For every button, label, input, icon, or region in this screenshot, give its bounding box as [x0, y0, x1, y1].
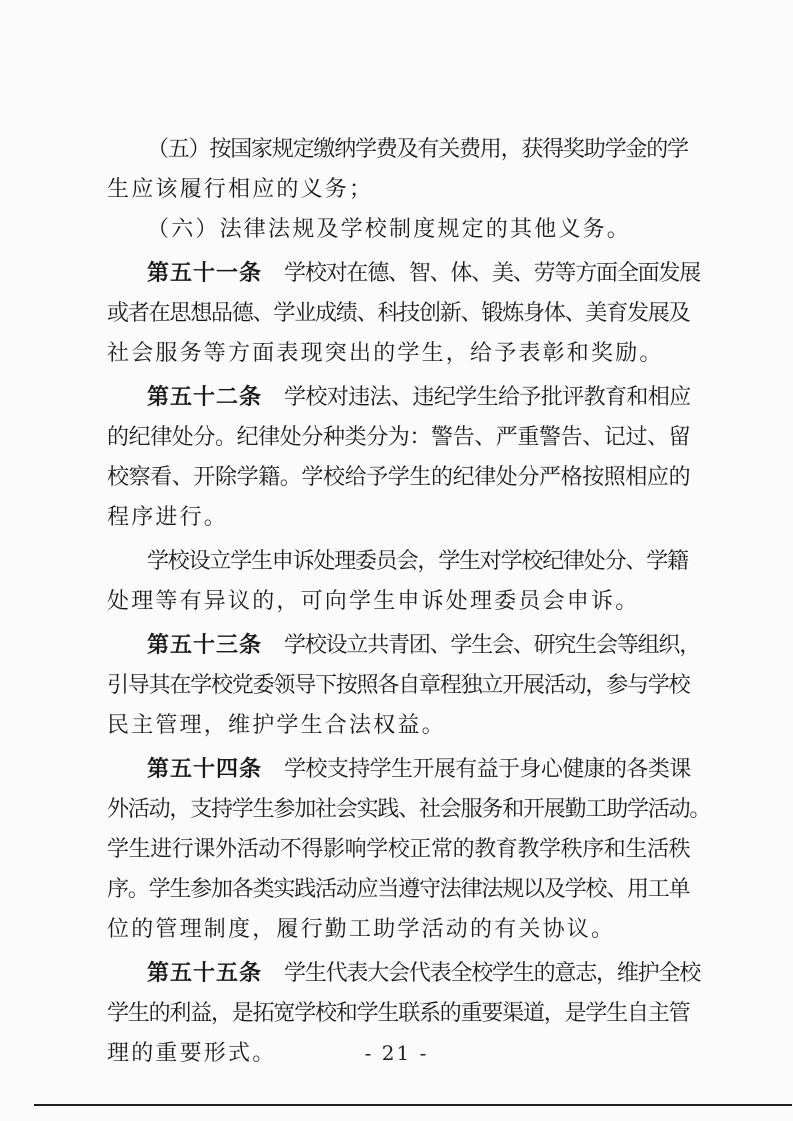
text-line	[107, 582, 639, 622]
line-text: 生应该履行相应的义务；	[107, 177, 374, 202]
text-line	[147, 130, 688, 170]
article-heading: 第五十三条	[147, 633, 263, 658]
text-line	[107, 294, 689, 334]
line-text: 学生代表大会代表全校学生的意志，维护全校	[284, 961, 701, 986]
line-text: 理的重要形式。	[107, 1041, 277, 1066]
text-line	[107, 790, 710, 830]
line-text: 社会服务等方面表现突出的学生，给予表彰和奖励。	[107, 341, 664, 366]
text-line	[107, 666, 689, 706]
line-text: 学校对在德、智、体、美、劳等方面全面发展	[284, 261, 701, 286]
text-line	[147, 210, 631, 250]
article-heading: 第五十一条	[147, 261, 263, 286]
line-text: 学校设立共青团、学生会、研究生会等组织，	[284, 633, 701, 658]
article-heading: 第五十四条	[147, 757, 263, 782]
line-text: 学校设立学生申诉处理委员会，学生对学校纪律处分、学籍	[147, 549, 688, 574]
bottom-rule	[34, 1104, 792, 1106]
text-line	[107, 170, 373, 210]
text-line	[107, 458, 690, 498]
line-text: 序。学生参加各类实践活动应当遵守法律法规以及学校、用工单	[107, 877, 690, 902]
line-text: 程序进行。	[107, 505, 229, 530]
text-line	[107, 910, 615, 950]
text-line	[147, 542, 688, 582]
line-text: （六）法律法规及学校制度规定的其他义务。	[147, 217, 632, 242]
article-55-line	[147, 954, 700, 994]
article-52-line	[147, 378, 691, 418]
line-text: 或者在思想品德、学业成绩、科技创新、锻炼身体、美育发展及	[107, 301, 690, 326]
article-53-line	[147, 626, 700, 666]
line-text: 校察看、开除学籍。学校给予学生的纪律处分严格按照相应的	[107, 465, 691, 490]
text-line	[107, 498, 228, 538]
text-line	[107, 994, 689, 1034]
line-text: 的纪律处分。纪律处分种类分为：警告、严重警告、记过、留	[107, 425, 691, 450]
line-text: 处理等有异议的，可向学生申诉处理委员会申诉。	[107, 589, 640, 614]
page-number: - 21 -	[364, 1041, 429, 1065]
article-54-line	[147, 750, 691, 790]
line-text: 民主管理，维护学生合法权益。	[107, 713, 446, 738]
text-line	[107, 870, 689, 910]
line-text: 引导其在学校党委领导下按照各自章程独立开展活动，参与学校	[107, 673, 690, 698]
article-heading: 第五十五条	[147, 961, 263, 986]
line-text: 学校对违法、违纪学生给予批评教育和相应	[284, 385, 691, 410]
line-text: 学校支持学生开展有益于身心健康的各类课	[284, 757, 691, 782]
text-line	[107, 830, 690, 870]
text-line	[107, 706, 446, 746]
article-51-line	[147, 254, 700, 294]
text-line	[107, 334, 664, 374]
article-heading: 第五十二条	[147, 385, 263, 410]
line-text: 外活动，支持学生参加社会实践、社会服务和开展勤工助学活动。	[107, 797, 711, 822]
text-line	[107, 418, 690, 458]
line-text: 位的管理制度，履行勤工助学活动的有关协议。	[107, 917, 616, 942]
line-text: 学生进行课外活动不得影响学校正常的教育教学秩序和生活秩	[107, 837, 691, 862]
line-text: 学生的利益，是拓宽学校和学生联系的重要渠道，是学生自主管	[107, 1001, 690, 1026]
line-text: （五）按国家规定缴纳学费及有关费用，获得奖助学金的学	[147, 137, 688, 162]
